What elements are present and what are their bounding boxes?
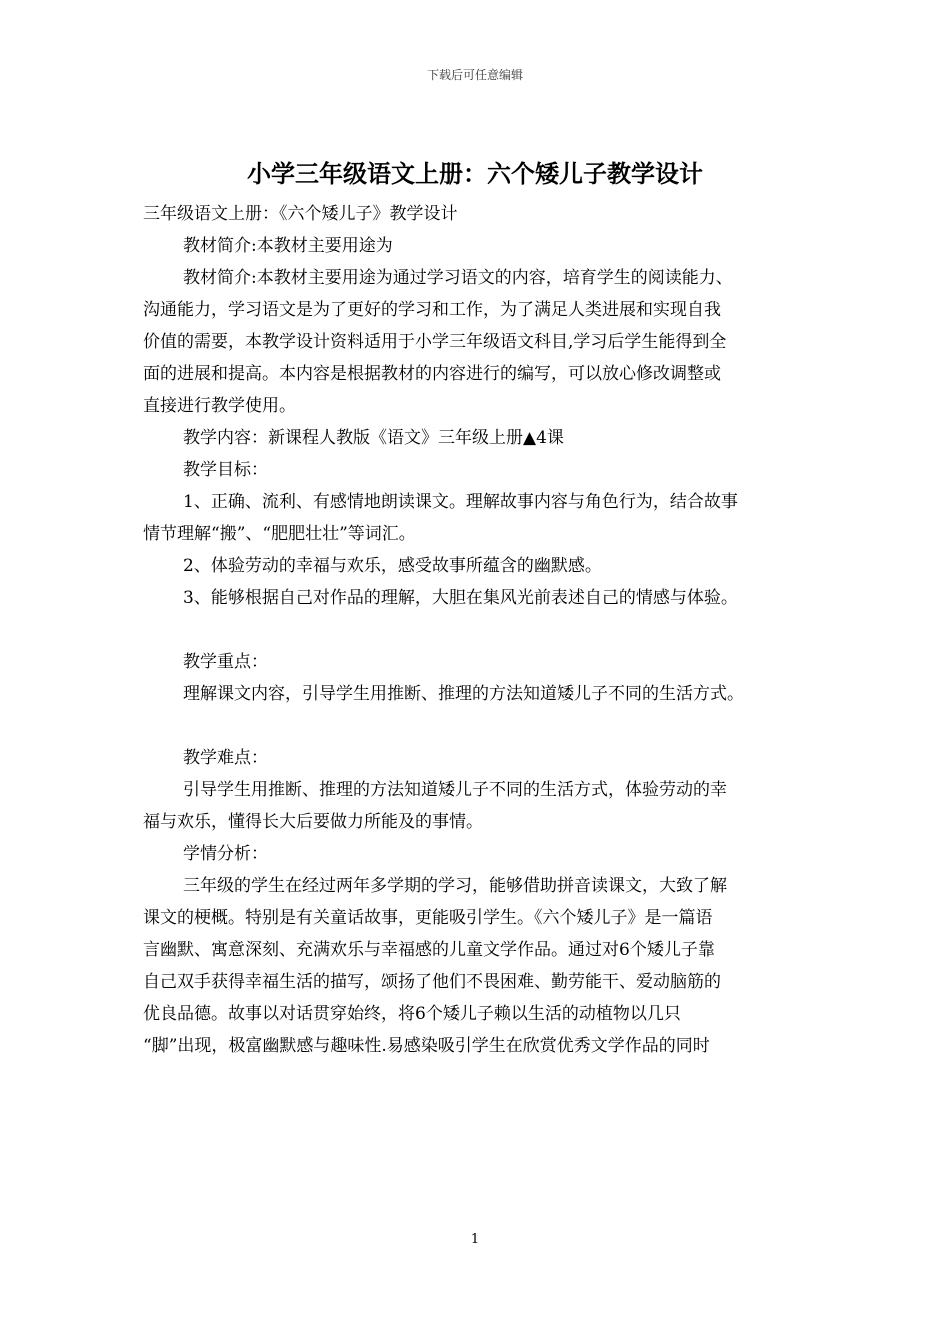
paragraph-line: 价值的需要，本教学设计资料适用于小学三年级语文科目,学习后学生能得到全 bbox=[143, 332, 727, 352]
document-body bbox=[143, 198, 811, 1062]
paragraph-line: 3、能够根据自己对作品的理解，大胆在集风光前表述自己的情感与体验。 bbox=[183, 588, 738, 608]
paragraph-line: 教学内容：新课程人教版《语文》三年级上册▲4课 bbox=[183, 428, 564, 448]
paragraph-line: 情节理解“搬”、“肥肥壮壮”等词汇。 bbox=[143, 524, 416, 544]
document-title: 小学三年级语文上册：六个矮儿子教学设计 bbox=[247, 160, 703, 188]
section-heading: 学情分析： bbox=[183, 844, 268, 864]
paragraph-line: 沟通能力，学习语文是为了更好的学习和工作，为了满足人类进展和实现自我 bbox=[143, 300, 721, 320]
section-heading: 教学重点： bbox=[183, 652, 268, 672]
paragraph-line: 三年级语文上册：《六个矮儿子》教学设计 bbox=[143, 204, 458, 224]
section-heading: 教学目标： bbox=[183, 460, 268, 480]
paragraph-line: 引导学生用推断、推理的方法知道矮儿子不同的生活方式，体验劳动的幸 bbox=[183, 780, 727, 800]
paragraph-line: 直接进行教学使用。 bbox=[143, 396, 296, 416]
blank-line bbox=[143, 614, 811, 646]
paragraph-line: 福与欢乐，懂得长大后要做力所能及的事情。 bbox=[143, 812, 483, 832]
paragraph-line: 自己双手获得幸福生活的描写，颂扬了他们不畏困难、勤劳能干、爱动脑筋的 bbox=[143, 972, 721, 992]
paragraph-line: 优良品德。故事以对话贯穿始终，将6个矮儿子赖以生活的动植物以几只 bbox=[143, 1004, 681, 1024]
section-heading: 教学难点： bbox=[183, 748, 268, 768]
paragraph-line: 2、体验劳动的幸福与欢乐，感受故事所蕴含的幽默感。 bbox=[183, 556, 602, 576]
page-number: 1 bbox=[470, 1232, 480, 1247]
blank-line bbox=[143, 710, 811, 742]
paragraph-line: 言幽默、寓意深刻、充满欢乐与幸福感的儿童文学作品。通过对6个矮儿子靠 bbox=[143, 940, 715, 960]
paragraph-line: 教材简介:本教材主要用途为通过学习语文的内容，培育学生的阅读能力、 bbox=[183, 268, 733, 288]
paragraph-line: “脚”出现，极富幽默感与趣味性.易感染吸引学生在欣赏优秀文学作品的同时 bbox=[143, 1036, 710, 1056]
paragraph-line: 课文的梗概。特别是有关童话故事，更能吸引学生。《六个矮儿子》是一篇语 bbox=[143, 908, 713, 928]
paragraph-line: 三年级的学生在经过两年多学期的学习，能够借助拼音读课文，大致了解 bbox=[183, 876, 727, 896]
paragraph-line: 面的进展和提高。本内容是根据教材的内容进行的编写，可以放心修改调整或 bbox=[143, 364, 721, 384]
page-header: 下载后可任意编辑 bbox=[426, 68, 523, 82]
paragraph-line: 教材简介:本教材主要用途为 bbox=[183, 236, 393, 256]
paragraph-line: 1、正确、流利、有感情地朗读课文。理解故事内容与角色行为，结合故事 bbox=[183, 492, 738, 512]
paragraph-line: 理解课文内容，引导学生用推断、推理的方法知道矮儿子不同的生活方式。 bbox=[183, 684, 744, 704]
